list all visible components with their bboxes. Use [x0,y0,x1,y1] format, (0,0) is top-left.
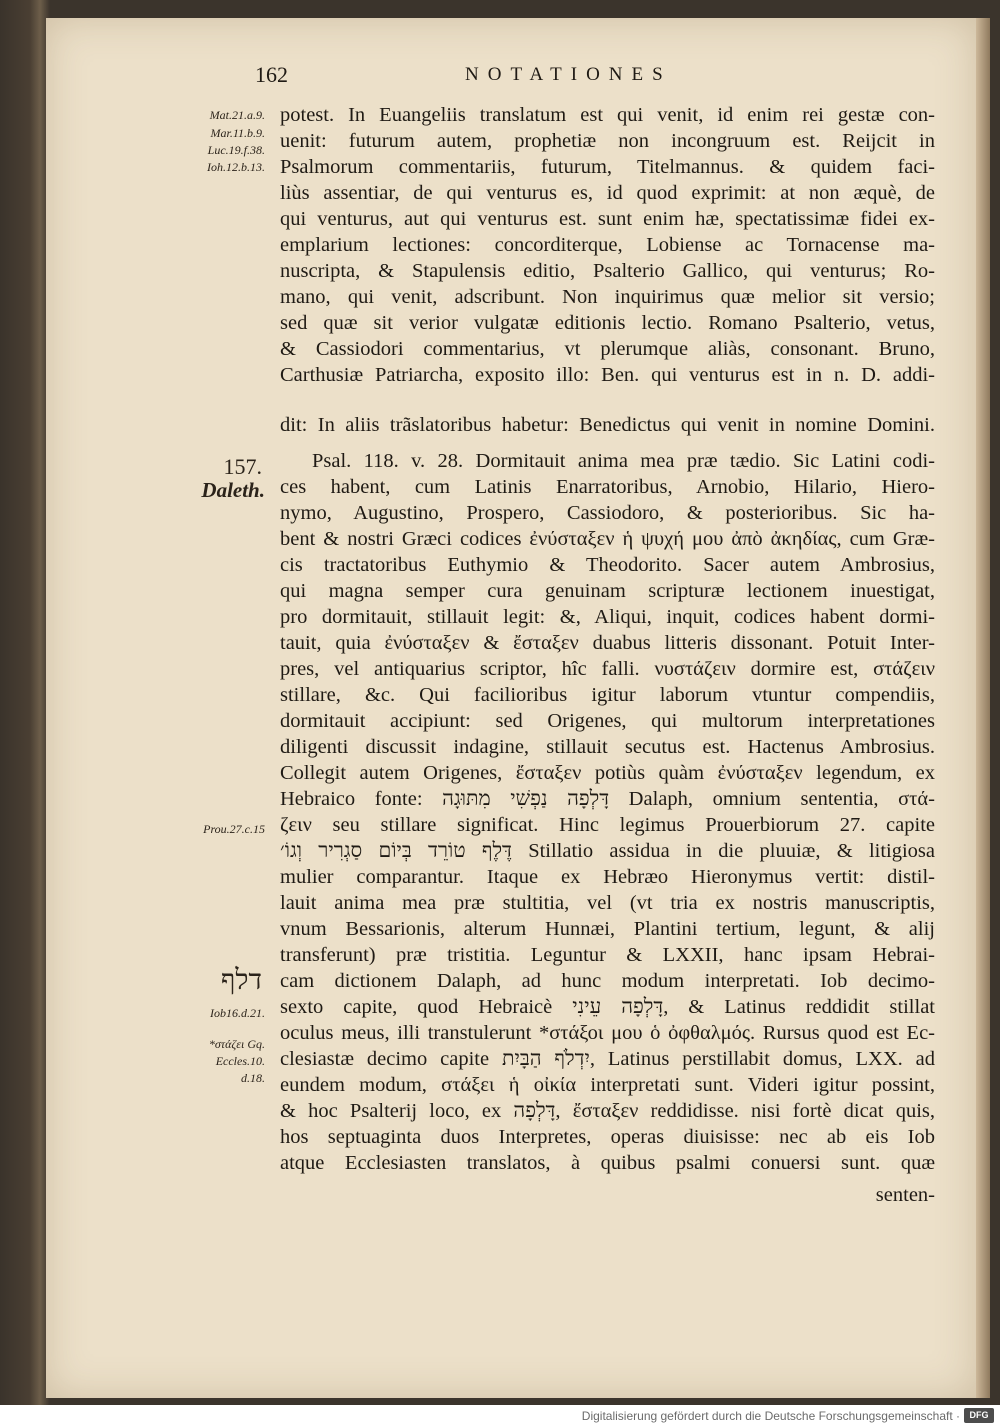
margin-ref: Mar.11.b.9. [210,126,265,140]
text-line: ζειν seu stillare significat. Hinc legimus Prouerbiorum 27. capite [280,814,935,836]
running-head: NOTATIONES [465,64,672,85]
text-line: Hebraico fonte: דָּלְפָה נַפְשִׁי מִתּוּגָה Dalaph, omnium sententia, στά- [280,788,935,810]
text-line: dormitauit accipiunt: sed Origenes, qui multorum interpretationes [280,710,935,732]
digitization-footer [0,1405,1000,1427]
text-line: mano, qui venit, adscribunt. Non inquirimus quæ melior sit versio; [280,286,935,308]
dfg-logo: DFG [964,1408,994,1423]
paragraph-start-line: Psal. 118. v. 28. Dormitauit anima mea præ tædio. Sic Latini codi- [312,450,935,472]
margin-ref: *στάζει Gq. [208,1037,265,1051]
margin-ref: Prou.27.c.15 [203,822,265,836]
text-line: ces habent, cum Latinis Enarratoribus, Arnobio, Hilario, Hiero- [280,476,935,498]
text-line: bent & nostri Græci codices ἐνύσταξεν ἡ ψυχή μου ἀπὸ ἀκηδίας, cum Græ- [280,528,935,550]
text-line: qui magna semper cura genuinam scripturæ lectionem inuestigat, [280,580,935,602]
text-line: דֶּלֶף טוֹרֵד בְּיוֹם סַגְרִיר וְגוֹ׳ Stillatio assidua in die pluuiæ, & litigiosa [280,840,935,862]
catchword: senten- [875,1184,935,1206]
hebrew-margin-word: דלף [220,965,262,996]
text-line: nymo, Augustino, Prospero, Cassiodoro, & posterioribus. Sic ha- [280,502,935,524]
text-line: pro dormitauit, stillauit legit: &, Aliqui, inquit, codices habent dormi- [280,606,935,628]
text-line: sexto capite, quod Hebraicè דָּלְפָה עֵינִי, & Latinus reddidit stillat [280,996,935,1018]
text-line: oculus meus, illi transtulerunt *στάξοι μου ὁ ὀφθαλμός. Rursus quod est Ec- [280,1022,935,1044]
text-line: pres, vel antiquarius scriptor, hîc falli. νυστάζειν dormire est, στάζειν [280,658,935,680]
text-line: clesiastæ decimo capite יִדְלֹף הַבָּיִת, Latinus perstillabit domus, LXX. ad [280,1048,935,1070]
text-line: Psalmorum commentariis, futurum, Titelmannus. & quidem faci- [280,156,935,178]
text-line: emplarium lectiones: concorditerque, Lobiense ac Tornacense ma- [280,234,935,256]
text-line: hos septuaginta duos Interpretes, operas diuisisse: nec ab eis Iob [280,1126,935,1148]
text-line: Carthusiæ Patriarcha, exposito illo: Ben. qui venturus est in n. D. addi- [280,364,935,386]
footer-credit: Digitalisierung gefördert durch die Deutsche Forschungsgemeinschaft · [581,1409,960,1423]
section-letter: Daleth. [201,478,265,502]
text-line: & hoc Psalterij loco, ex דָּלְפָה, ἔσταξεν reddidisse. nisi fortè dicat quis, [280,1100,935,1122]
text-line: tauit, quia ἐνύσταξεν & ἔσταξεν duabus litteris dissonant. Potuit Inter- [280,632,935,654]
page-header [255,62,935,92]
text-line: vnum Bessarionis, alterum Hunnæi, Plantini tertium, legunt, & alij [280,918,935,940]
margin-ref: Iob16.d.21. [210,1006,265,1020]
text-line: cam dictionem Dalaph, ad hunc modum interpretati. Iob decimo- [280,970,935,992]
text-line: sed quæ sit verior vulgatæ editionis lectio. Romano Psalterio, vetus, [280,312,935,334]
margin-ref: Ioh.12.b.13. [207,160,265,174]
text-line: potest. In Euangeliis translatum est qui venit, id enim rei gestæ con- [280,104,935,126]
margin-ref: d.18. [241,1071,265,1085]
text-line: lauit anima mea præ stultitia, vel (vt tria ex nostris manuscriptis, [280,892,935,914]
text-line: dit: In aliis trãslatoribus habetur: Benedictus qui venit in nomine Domini. [280,414,935,436]
text-line: & Cassiodori commentarius, vt plerumque aliàs, consonant. Bruno, [280,338,935,360]
text-line: transferunt) præ tristitia. Leguntur & LXXII, hanc ipsam Hebrai- [280,944,935,966]
margin-ref: Mat.21.a.9. [209,108,265,122]
section-number: 157. [223,454,262,479]
margin-ref: Luc.19.f.38. [207,143,265,157]
text-line: cis tractatoribus Euthymio & Theodorito. Sacer autem Ambrosius, [280,554,935,576]
page-edge [976,18,990,1398]
page-number: 162 [255,62,288,87]
text-line: uenit: futurum autem, prophetiæ non incongruum est. Reijcit in [280,130,935,152]
text-line: atque Ecclesiasten translatos, à quibus psalmi conuersi sunt. quæ [280,1152,935,1174]
text-line: qui venturus, aut qui venturus est. sunt enim hæ, spectatissimæ fidei ex- [280,208,935,230]
text-line: nuscripta, & Stapulensis editio, Psalterio Gallico, qui venturus; Ro- [280,260,935,282]
text-line: liùs assentiar, de qui venturus es, id quod exprimit: at non æquè, de [280,182,935,204]
margin-ref: Eccles.10. [215,1054,265,1068]
text-line: Collegit autem Origenes, ἔσταξεν potiùs quàm ἐνύσταξεν legendum, ex [280,762,935,784]
text-line: stillare, &c. Qui facilioribus igitur laborum vtuntur compendiis, [280,684,935,706]
text-line: diligenti discussit indagine, stillauit secutus est. Hactenus Ambrosius. [280,736,935,758]
text-line: eundem modum, στάξει ἡ οἰκία interpretati sunt. Videri igitur possint, [280,1074,935,1096]
text-line: mulier comparantur. Itaque ex Hebræo Hieronymus vertit: distil- [280,866,935,888]
